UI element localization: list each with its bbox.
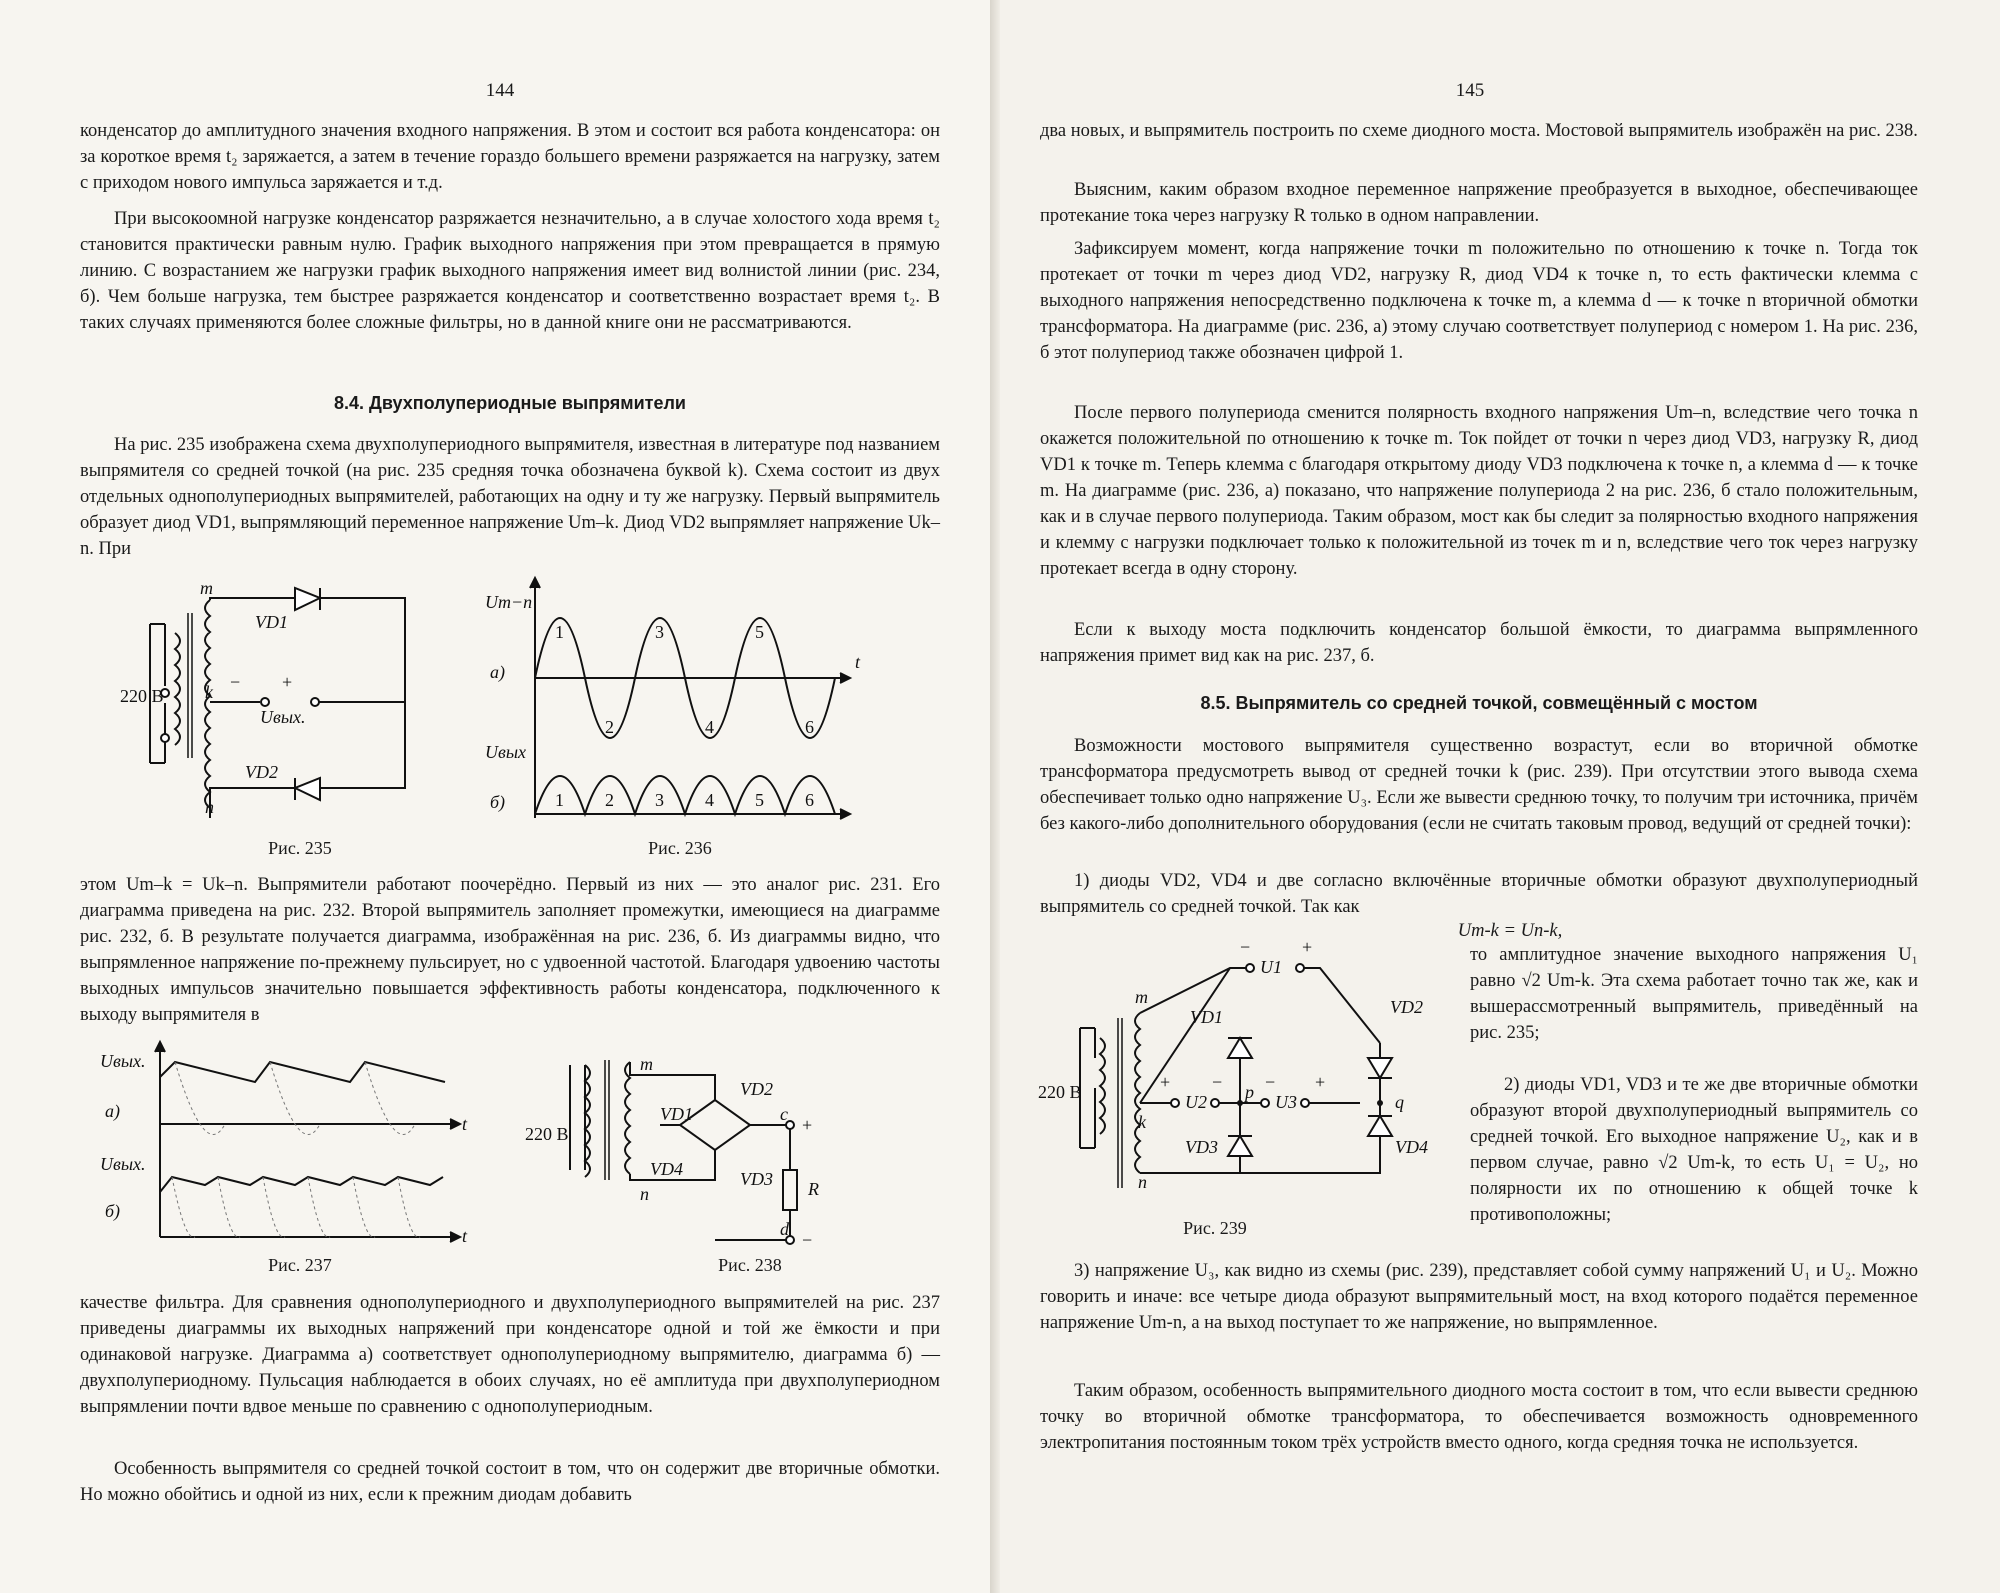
fig236-b3: 3 bbox=[655, 790, 664, 810]
fig238-220v: 220 В bbox=[525, 1124, 569, 1144]
text-concl: Таким образом, особенность выпрямительного диодного моста состоит в том, что если вывести среднюю точку во вторичной обмотке трансформатора, то обеспечивается возможность одновременного электропитания постоянным током трёх устройств вместо одного, когда средняя точка не используется. bbox=[1040, 1381, 1918, 1453]
page-number: 144 bbox=[485, 80, 515, 101]
fig238-vd2: VD2 bbox=[740, 1079, 773, 1099]
fig238-c: c bbox=[780, 1104, 788, 1124]
fig238-n: n bbox=[640, 1184, 649, 1204]
fig235-220v: 220 В bbox=[120, 686, 164, 706]
fig236-n1: 1 bbox=[555, 622, 564, 642]
fig239-p: p bbox=[1245, 1082, 1254, 1102]
fig235-n: n bbox=[205, 797, 214, 817]
fig235-uout: Uвых. bbox=[260, 707, 306, 727]
text-find: Выясним, каким образом входное переменное напряжение преобразуется в выходное, обеспечивающее протекание тока через нагрузку R только в одном направлении. bbox=[1040, 180, 1918, 226]
paragraph-fig235 bbox=[80, 432, 940, 562]
fig237-uvyh-a: Uвых. bbox=[100, 1051, 146, 1071]
fig239-u1-minus: − bbox=[1240, 937, 1251, 957]
paragraph-item1b bbox=[1470, 942, 1918, 1046]
fig235-minus: − bbox=[230, 672, 241, 692]
fig235-m: m bbox=[200, 578, 213, 598]
fig237-b: б) bbox=[105, 1201, 121, 1221]
paragraph-intro bbox=[80, 118, 940, 196]
fig235-plus: + bbox=[282, 672, 293, 692]
fig236-b6: 6 bbox=[805, 790, 814, 810]
paragraph-cap bbox=[1040, 617, 1918, 669]
fig239-u3-minus: − bbox=[1265, 1072, 1276, 1092]
fig239-q: q bbox=[1395, 1092, 1404, 1112]
text-item2: 2) диоды VD1, VD3 и те же две вторичные обмотки образуют второй двухполупериодный выпрямитель со средней точкой. Его выходное напряжение U₂, как и в первом случае, равно √2 Um-k, то есть U₁ = U₂, но полярности их по отношению к общей точке k противоположны; bbox=[1470, 1075, 1918, 1225]
section-title-8-4: 8.4. Двухполупериодные выпрямители bbox=[334, 393, 686, 413]
fig236-b1: 1 bbox=[555, 790, 564, 810]
paragraph-find bbox=[1040, 177, 1918, 229]
paragraph-feature bbox=[80, 1456, 940, 1508]
fig239-vd3: VD3 bbox=[1185, 1137, 1218, 1157]
figure-238 bbox=[525, 1050, 940, 1250]
fig236-t: t bbox=[855, 652, 861, 672]
figure-239 bbox=[1038, 937, 1480, 1208]
page-number: 145 bbox=[1455, 80, 1485, 101]
text-after-235: этом Um–k = Uk–n. Выпрямители работают поочерёдно. Первый из них — это аналог рис. 231. Его диаграмма приведена на рис. 232. Второй выпрямитель заполняет промежутки, имеющиеся на диаграмме рис. 232, б. В результате получается диаграмма, изображённая на рис. 236, б. Из диаграммы видно, что выпрямленное напряжение по-прежнему пульсирует, но с удвоенной частотой. Благодаря удвоению частоты выходных импульсов значительно повышается эффективность работы конденсатора, подключенного к выходу выпрямителя в bbox=[80, 875, 940, 1025]
fig239-vd2: VD2 bbox=[1390, 997, 1423, 1017]
fig238-vd3: VD3 bbox=[740, 1169, 773, 1189]
text-intro: конденсатор до амплитудного значения входного напряжения. В этом и состоит вся работа конденсатора: он за короткое время t₂ заряжается, а затем в течение гораздо большего времени разряжается на нагрузку, затем с приходом нового импульса заряжается и т.д. bbox=[80, 121, 940, 193]
paragraph-cont bbox=[1040, 118, 1918, 144]
paragraph-item1 bbox=[1040, 868, 1918, 920]
text-filter: качестве фильтра. Для сравнения однополупериодного и двухполупериодного выпрямителей на рис. 237 приведены диаграммы их выходных напряжений при конденсаторе одной и той же ёмкости и при одинаковой нагрузке. Диаграмма а) соответствует однополупериодному выпрямителю, диаграмма б) — двухполупериодному. Пульсация наблюдается в обоих случаях, но её амплитуда при двухполупериодном выпрямлении почти вдвое меньше по сравнению с однополупериодным. bbox=[80, 1293, 940, 1417]
fig236-b4: 4 bbox=[705, 790, 714, 810]
text-item1b: то амплитудное значение выходного напряжения U₁ равно √2 Um-k. Эта схема работает точно так же, как и вышерассмотренный выпрямитель, приведённый на рис. 235; bbox=[1470, 945, 1918, 1043]
fig236-a: а) bbox=[490, 662, 505, 682]
fig236-n3: 3 bbox=[655, 622, 664, 642]
paragraph-after-235 bbox=[80, 872, 940, 1028]
text-fix: Зафиксируем момент, когда напряжение точки m положительно по отношению к точке n. Тогда ток протекает от точки m через диод VD2, нагрузку R, диод VD4 к точке n, то есть фактически клемма c выходного напряжения непосредственно подключена к точке m, а клемма d — к точке n вторичной обмотки трансформатора. На диаграмме (рис. 236, а) этому случаю соответствует полупериод с номером 1. На рис. 236, б этот полупериод также обозначен цифрой 1. bbox=[1040, 239, 1918, 363]
fig237-t-b: t bbox=[462, 1226, 468, 1246]
fig235-vd2: VD2 bbox=[245, 762, 278, 782]
fig239-vd4: VD4 bbox=[1395, 1137, 1428, 1157]
fig239-vd1: VD1 bbox=[1190, 1007, 1223, 1027]
fig238-d: d bbox=[780, 1219, 789, 1239]
formula: Um-k = Un-k, bbox=[1457, 921, 1563, 941]
fig237-a: а) bbox=[105, 1101, 120, 1121]
fig239-k: k bbox=[1138, 1112, 1146, 1132]
fig239-u3-plus: + bbox=[1315, 1072, 1326, 1092]
fig239-u1: U1 bbox=[1260, 957, 1282, 977]
caption-fig235: Рис. 235 bbox=[268, 838, 332, 858]
paragraph-item3 bbox=[1040, 1258, 1918, 1336]
fig239-n: n bbox=[1138, 1172, 1147, 1192]
fig239-u2-minus: − bbox=[1212, 1072, 1223, 1092]
fig238-vd4: VD4 bbox=[650, 1159, 683, 1179]
text-poss: Возможности мостового выпрямителя существенно возрастут, если во вторичной обмотке трансформатора предусмотреть вывод от средней точки k (рис. 239). При отсутствии этого вывода схема обеспечивает только одно напряжение U₃. Если же вывести среднюю точку, то получим три источника, причём без какого-либо дополнительного оборудования (если не считать таковым провод, ведущий от средней точки): bbox=[1040, 736, 1918, 834]
fig238-r: R bbox=[808, 1179, 819, 1199]
paragraph-item2 bbox=[1470, 1072, 1918, 1228]
paragraph-after bbox=[1040, 400, 1918, 582]
fig236-uvyh: Uвых bbox=[485, 742, 526, 762]
fig235-vd1: VD1 bbox=[255, 612, 288, 632]
paragraph-filter bbox=[80, 1290, 940, 1420]
fig236-n5: 5 bbox=[755, 622, 764, 642]
caption-fig236: Рис. 236 bbox=[648, 838, 712, 858]
paragraph-high-ohm bbox=[80, 206, 940, 336]
text-feature: Особенность выпрямителя со средней точкой состоит в том, что он содержит две вторичные обмотки. Но можно обойтись и одной из них, если к прежним диодам добавить bbox=[80, 1459, 940, 1505]
fig238-minus: − bbox=[802, 1230, 813, 1250]
text-item3: 3) напряжение U₃, как видно из схемы (рис. 239), представляет собой сумму напряжений U₁ и U₂. Можно говорить и иначе: все четыре диода образуют выпрямительный мост, на вход которого подаётся переменное напряжение Um-n, а на выход поступает то же напряжение, но выпрямленное. bbox=[1040, 1261, 1918, 1333]
page-right bbox=[1000, 0, 2000, 1593]
fig239-u1-plus: + bbox=[1302, 937, 1313, 957]
fig239-u2: U2 bbox=[1185, 1092, 1207, 1112]
text-cap: Если к выходу моста подключить конденсатор большой ёмкости, то диаграмма выпрямленного напряжения примет вид как на рис. 237, б. bbox=[1040, 620, 1918, 666]
section-title-8-5: 8.5. Выпрямитель со средней точкой, совмещённый с мостом bbox=[1200, 693, 1758, 713]
paragraph-concl bbox=[1040, 1378, 1918, 1456]
fig236-umn: Um−n bbox=[485, 592, 533, 612]
fig236-b: б) bbox=[490, 792, 506, 812]
paragraph-poss bbox=[1040, 733, 1918, 837]
figure-235 bbox=[120, 578, 420, 828]
caption-fig237: Рис. 237 bbox=[268, 1255, 332, 1275]
text-fig235: На рис. 235 изображена схема двухполупериодного выпрямителя, известная в литературе под названием выпрямителя со средней точкой (на рис. 235 средняя точка обозначена буквой k). Схема состоит из двух отдельных однополупериодных выпрямителей, работающих на одну и ту же нагрузку. Первый выпрямитель образует диод VD1, выпрямляющий переменное напряжение Um–k. Диод VD2 выпрямляет напряжение Uk–n. При bbox=[80, 435, 940, 559]
paragraph-fix bbox=[1040, 236, 1918, 366]
fig239-u2-plus: + bbox=[1160, 1072, 1171, 1092]
fig236-n6: 6 bbox=[805, 717, 814, 737]
fig239-m: m bbox=[1135, 987, 1148, 1007]
text-cont: два новых, и выпрямитель построить по схеме диодного моста. Мостовой выпрямитель изображён на рис. 238. bbox=[1040, 121, 1918, 141]
fig236-b2: 2 bbox=[605, 790, 614, 810]
fig238-m: m bbox=[640, 1054, 653, 1074]
caption-fig238: Рис. 238 bbox=[718, 1255, 782, 1275]
text-high-ohm: При высокоомной нагрузке конденсатор разряжается незначительно, а в случае холостого хода время t₂ становится практически равным нулю. График выходного напряжения при этом превращается в прямую линию. С возрастанием же нагрузки график выходного напряжения имеет вид волнистой линии (рис. 234, б). Чем больше нагрузка, тем быстрее разряжается конденсатор и соответственно возрастает время t₂. В таких случаях применяются более сложные фильтры, но в данной книге они не рассматриваются. bbox=[80, 209, 940, 333]
fig239-u3: U3 bbox=[1275, 1092, 1297, 1112]
fig236-n2: 2 bbox=[605, 717, 614, 737]
fig236-b5: 5 bbox=[755, 790, 764, 810]
fig237-t-a: t bbox=[462, 1114, 468, 1134]
text-item1: 1) диоды VD2, VD4 и две согласно включённые вторичные обмотки образуют двухполупериодный выпрямитель со средней точкой. Так как bbox=[1040, 871, 1918, 917]
text-after: После первого полупериода сменится полярность входного напряжения Um–n, вследствие чего точка n окажется положительной по отношению к точке m. Ток пойдет от точки n через диод VD3, нагрузку R, диод VD1 к точке m. Теперь клемма c благодаря открытому диоду VD3 подключена к точке n, а клемма d — к точке m. На диаграмме (рис. 236, а) показано, что напряжение полупериода 2 на рис. 236, б стало положительным, как и в случае первого полупериода. Таким образом, мост как бы следит за полярностью входного напряжения и клемму c нагрузки подключает только к положительной из точек m и n, вследствие чего ток через нагрузку протекает всегда в одну сторону. bbox=[1040, 403, 1918, 579]
fig238-vd1: VD1 bbox=[660, 1104, 693, 1124]
figure-237 bbox=[100, 1042, 480, 1246]
fig237-uvyh-b: Uвых. bbox=[100, 1154, 146, 1174]
figure-236 bbox=[470, 578, 870, 838]
fig236-n4: 4 bbox=[705, 717, 714, 737]
fig238-plus: + bbox=[802, 1115, 813, 1135]
caption-fig239: Рис. 239 bbox=[1183, 1218, 1247, 1238]
fig239-220v: 220 В bbox=[1038, 1082, 1082, 1102]
fig235-k: k bbox=[205, 682, 213, 702]
